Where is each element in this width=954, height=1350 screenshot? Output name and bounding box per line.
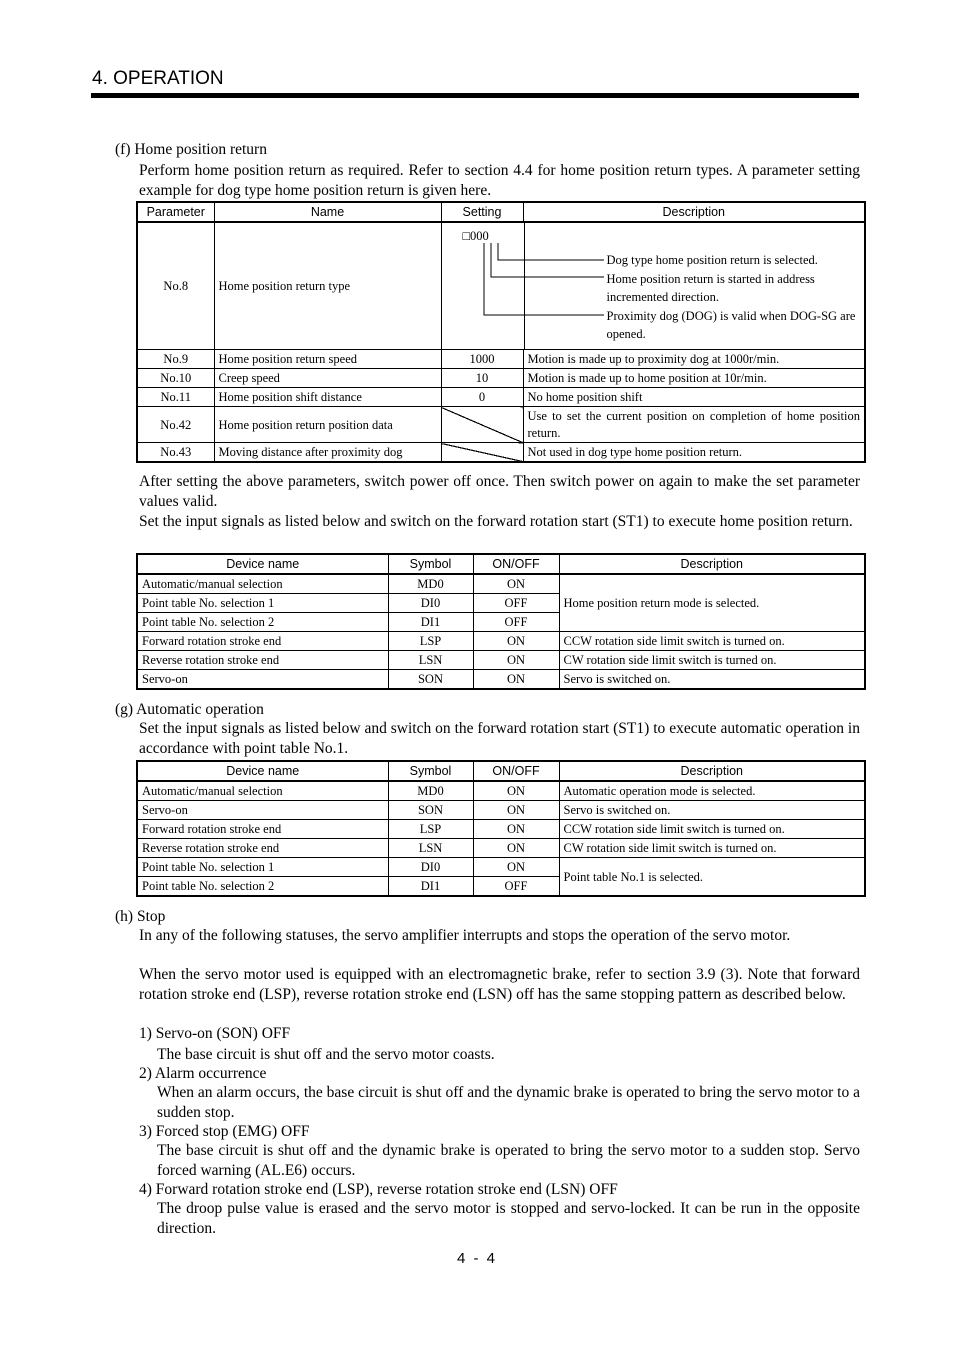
paragraph-automatic-intro: Set the input signals as listed below and switch on the forward rotation start (ST1) to execute automatic operation in accordance with point table No.1. (139, 720, 860, 757)
cell-setting: 0 (441, 388, 523, 407)
cell-name: Moving distance after proximity dog (214, 443, 441, 463)
setting-descriptions (607, 251, 865, 344)
heading-home-position-return: (f) Home position return (115, 141, 267, 158)
cell-description: Not used in dog type home position return. (523, 443, 865, 463)
cell-device: Automatic/manual selection (137, 781, 388, 801)
table-row (137, 388, 865, 407)
cell-setting: 10 (441, 369, 523, 388)
table-row (137, 443, 865, 463)
cell-description: Servo is switched on. (559, 801, 865, 820)
stop-item-body: The base circuit is shut off and the dynamic brake is operated to bring the servo motor to a sudden stop. Servo forced warning (AL.E6) occurs. (157, 1142, 860, 1179)
paragraph-home-intro: Perform home position return as required. Refer to section 4.4 for home position return types. A parameter setting example for dog type home position return is given here. (139, 162, 860, 199)
stop-item-body: The base circuit is shut off and the servo motor coasts. (157, 1046, 495, 1063)
cell-device: Point table No. selection 2 (137, 877, 388, 897)
cell-symbol: MD0 (388, 574, 473, 594)
cell-state: OFF (473, 613, 559, 632)
stop-item-body: The droop pulse value is erased and the servo motor is stopped and servo-locked. It can be run in the opposite direction. (157, 1200, 860, 1237)
column-header: Description (523, 202, 865, 222)
setting-value: □000 (462, 229, 489, 243)
table-row (137, 801, 865, 820)
cell-symbol: MD0 (388, 781, 473, 801)
page-number: 4 - 4 (457, 1250, 498, 1267)
cell-description: No home position shift (523, 388, 865, 407)
table-row (137, 858, 865, 877)
table-row (137, 407, 865, 443)
column-header: Description (559, 554, 865, 574)
cell-description: CW rotation side limit switch is turned on. (559, 651, 865, 670)
column-header: Name (214, 202, 441, 222)
column-header: Device name (137, 554, 388, 574)
heading-stop: (h) Stop (115, 908, 166, 925)
header-rule (91, 93, 859, 98)
cell-name: Home position return position data (214, 407, 441, 443)
cell-symbol: DI0 (388, 858, 473, 877)
cell-name: Home position return speed (214, 350, 441, 369)
section-title: 4. OPERATION (92, 68, 224, 89)
cell-setting: 1000 (441, 350, 523, 369)
heading-automatic-operation: (g) Automatic operation (115, 701, 264, 718)
cell-device: Automatic/manual selection (137, 574, 388, 594)
column-header: Parameter (137, 202, 214, 222)
table-row (137, 651, 865, 670)
cell-device: Point table No. selection 1 (137, 858, 388, 877)
table-row (137, 574, 865, 594)
cell-device: Forward rotation stroke end (137, 820, 388, 839)
cell-name: Home position return type (214, 222, 441, 350)
cell-symbol: LSN (388, 651, 473, 670)
cell-parameter: No.8 (137, 222, 214, 350)
cell-parameter: No.11 (137, 388, 214, 407)
cell-state: ON (473, 781, 559, 801)
cell-description: Motion is made up to proximity dog at 1000r/min. (523, 350, 865, 369)
column-header: ON/OFF (473, 761, 559, 781)
stop-item-title: 1) Servo-on (SON) OFF (139, 1025, 291, 1042)
cell-symbol: LSP (388, 820, 473, 839)
stop-item-title: 2) Alarm occurrence (139, 1065, 267, 1082)
cell-setting-na (441, 407, 523, 443)
table-row (137, 350, 865, 369)
cell-state: ON (473, 574, 559, 594)
cell-name: Creep speed (214, 369, 441, 388)
setting-diagram-cell (441, 222, 865, 350)
cell-symbol: LSP (388, 632, 473, 651)
cell-device: Reverse rotation stroke end (137, 839, 388, 858)
desc-proximity-dog: Proximity dog (DOG) is valid when DOG-SG are opened. (606, 308, 856, 341)
desc-address-incremented: Home position return is started in address incremented direction. (606, 271, 815, 304)
table-row (137, 670, 865, 690)
cell-parameter: No.43 (137, 443, 214, 463)
cell-parameter: No.9 (137, 350, 214, 369)
cell-parameter: No.42 (137, 407, 214, 443)
cell-description: CCW rotation side limit switch is turned on. (559, 820, 865, 839)
parameter-table (136, 201, 866, 463)
table-header-row (137, 554, 865, 574)
cell-description: Home position return mode is selected. (559, 574, 865, 632)
cell-device: Point table No. selection 2 (137, 613, 388, 632)
cell-symbol: SON (388, 670, 473, 690)
cell-symbol: SON (388, 801, 473, 820)
cell-symbol: DI1 (388, 877, 473, 897)
cell-description: Servo is switched on. (559, 670, 865, 690)
cell-symbol: DI0 (388, 594, 473, 613)
paragraph-electromagnetic-brake: When the servo motor used is equipped with an electromagnetic brake, refer to section 3.9 (3). Note that forward rotation stroke end (LSP), reverse rotation stroke end (LSN) off has the same stopping pattern as described below. (139, 966, 860, 1003)
cell-state: ON (473, 632, 559, 651)
paragraph-after-params: After setting the above parameters, switch power off once. Then switch power on again to make the set parameter values valid. (139, 473, 860, 510)
column-header: Symbol (388, 761, 473, 781)
cell-state: OFF (473, 877, 559, 897)
cell-description: Automatic operation mode is selected. (559, 781, 865, 801)
cell-device: Forward rotation stroke end (137, 632, 388, 651)
table-row (137, 781, 865, 801)
cell-description: Point table No.1 is selected. (559, 858, 865, 897)
table-row (137, 839, 865, 858)
cell-state: ON (473, 839, 559, 858)
automatic-signals-table (136, 760, 866, 897)
cell-device: Servo-on (137, 801, 388, 820)
cell-symbol: DI1 (388, 613, 473, 632)
table-header-row (137, 761, 865, 781)
cell-parameter: No.10 (137, 369, 214, 388)
paragraph-set-signals-home: Set the input signals as listed below and switch on the forward rotation start (ST1) to execute home position return. (139, 513, 853, 530)
stop-item-body: When an alarm occurs, the base circuit is shut off and the dynamic brake is operated to bring the servo motor to a sudden stop. (157, 1084, 860, 1121)
paragraph-stop-statuses: In any of the following statuses, the servo amplifier interrupts and stops the operation of the servo motor. (139, 927, 791, 944)
table-header-row (137, 202, 865, 222)
column-header: Symbol (388, 554, 473, 574)
column-header: Description (559, 761, 865, 781)
table-row (137, 820, 865, 839)
home-signals-table (136, 553, 866, 690)
table-row (137, 369, 865, 388)
stop-item-title: 3) Forced stop (EMG) OFF (139, 1123, 310, 1140)
cell-device: Servo-on (137, 670, 388, 690)
column-header: Setting (441, 202, 523, 222)
cell-name: Home position shift distance (214, 388, 441, 407)
table-row (137, 632, 865, 651)
cell-setting-na (441, 443, 523, 463)
column-header: Device name (137, 761, 388, 781)
table-row (137, 222, 865, 350)
cell-description: Motion is made up to home position at 10r/min. (523, 369, 865, 388)
cell-state: ON (473, 858, 559, 877)
cell-state: OFF (473, 594, 559, 613)
cell-description: CW rotation side limit switch is turned on. (559, 839, 865, 858)
cell-state: ON (473, 670, 559, 690)
column-header: ON/OFF (473, 554, 559, 574)
cell-device: Point table No. selection 1 (137, 594, 388, 613)
cell-state: ON (473, 820, 559, 839)
cell-description: CCW rotation side limit switch is turned on. (559, 632, 865, 651)
cell-symbol: LSN (388, 839, 473, 858)
desc-dog-type: Dog type home position return is selected. (606, 253, 818, 267)
cell-device: Reverse rotation stroke end (137, 651, 388, 670)
cell-state: ON (473, 801, 559, 820)
cell-description: Use to set the current position on completion of home position return. (523, 407, 865, 443)
cell-state: ON (473, 651, 559, 670)
stop-item-title: 4) Forward rotation stroke end (LSP), reverse rotation stroke end (LSN) OFF (139, 1181, 618, 1198)
